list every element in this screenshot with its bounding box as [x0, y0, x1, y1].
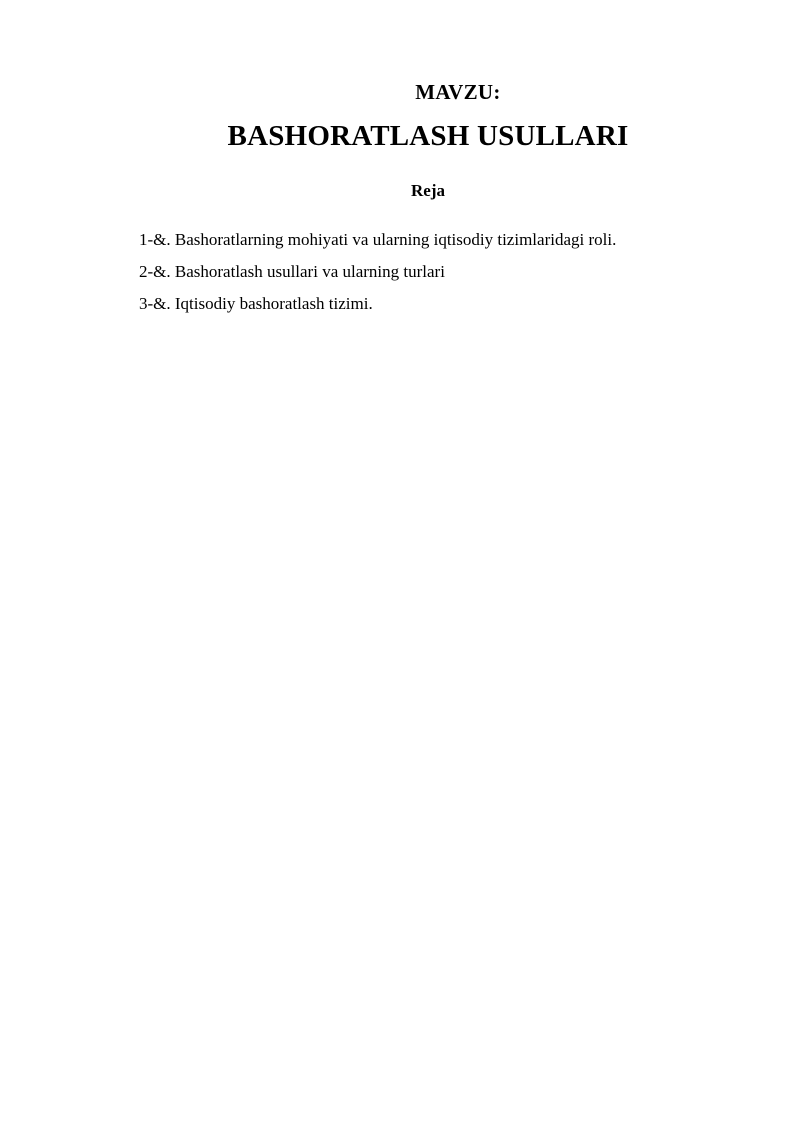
plan-item: 1-&. Bashoratlarning mohiyati va ularning iqtisodiy tizimlaridagi roli. [139, 230, 617, 249]
plan-item: 3-&. Iqtisodiy bashoratlash tizimi. [139, 294, 373, 313]
plan-item: 2-&. Bashoratlash usullari va ularning turlari [139, 262, 445, 281]
plan-list [139, 224, 616, 320]
topic-label: MAVZU: [415, 80, 501, 104]
document-title: BASHORATLASH USULLARI [227, 120, 629, 152]
plan-heading: Reja [411, 181, 445, 200]
